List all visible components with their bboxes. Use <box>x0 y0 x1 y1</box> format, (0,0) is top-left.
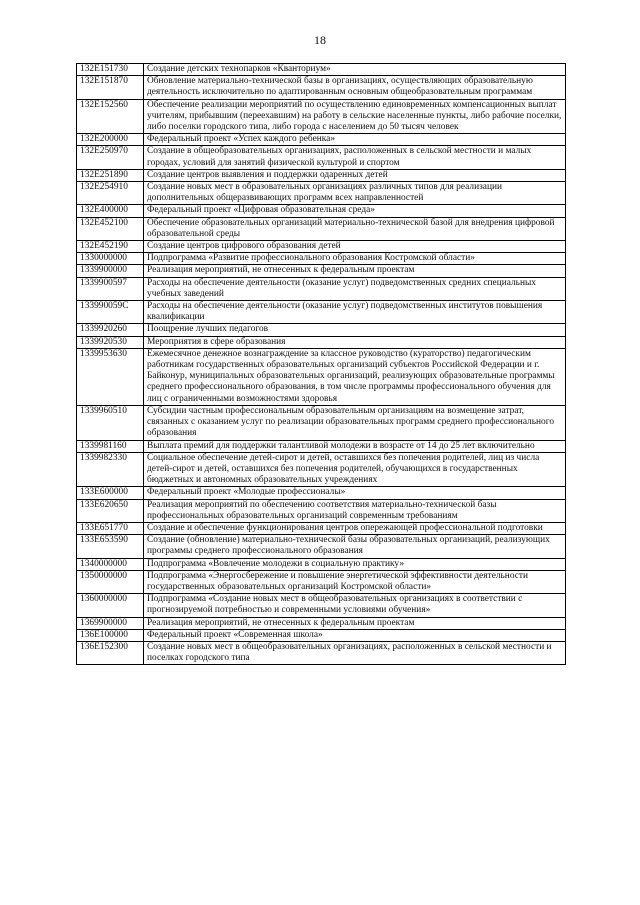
row-code: 132E152560 <box>77 99 144 134</box>
table-row <box>77 217 566 240</box>
row-description: Поощрение лучших педагогов <box>144 324 566 336</box>
row-code: 136E100000 <box>77 629 144 641</box>
table-row <box>77 641 566 664</box>
table-row <box>77 405 566 440</box>
table-row <box>77 76 566 99</box>
row-description: Ежемесячное денежное вознаграждение за классное руководство (кураторство) педагогическим работникам государственных образовательных организаций субъектов Российской Федерации и г. Байконур, муниципальных образовательных организаций, реализующих образовательные программы среднего профессионального образования, в том числе программы профессионального обучения для лиц с ограниченными возможностями здоровья <box>144 348 566 405</box>
row-code: 1339981160 <box>77 440 144 452</box>
table-row <box>77 348 566 405</box>
row-description: Реализация мероприятий, не отнесенных к федеральным проектам <box>144 617 566 629</box>
table-row <box>77 535 566 558</box>
row-code: 133990059C <box>77 301 144 324</box>
row-description: Субсидии частным профессиональным образовательным организациям на возмещение затрат, связанных с оказанием услуг по реализации образовательных программ среднего профессионального образования <box>144 405 566 440</box>
table-row <box>77 205 566 217</box>
budget-codes-table <box>76 63 566 665</box>
table-row <box>77 440 566 452</box>
row-code: 1330000000 <box>77 253 144 265</box>
row-description: Федеральный проект «Молодые профессионалы» <box>144 487 566 499</box>
row-description: Реализация мероприятий, не отнесенных к федеральным проектам <box>144 265 566 277</box>
row-code: 132E452190 <box>77 241 144 253</box>
table-row <box>77 570 566 593</box>
row-code: 132E250970 <box>77 146 144 169</box>
table-row <box>77 452 566 487</box>
row-code: 1339900000 <box>77 265 144 277</box>
row-code: 1339920530 <box>77 336 144 348</box>
row-code: 1350000000 <box>77 570 144 593</box>
row-description: Создание новых мест в общеобразовательных организациях, расположенных в сельской местности и поселках городского типа <box>144 641 566 664</box>
table-row <box>77 146 566 169</box>
row-code: 1339920260 <box>77 324 144 336</box>
table-row <box>77 253 566 265</box>
row-description: Обеспечение образовательных организаций материально-технической базой для внедрения цифровой образовательной среды <box>144 217 566 240</box>
row-description: Создание и обеспечение функционирования центров опережающей профессиональной подготовки <box>144 522 566 534</box>
row-description: Подпрограмма «Развитие профессионального образования Костромской области» <box>144 253 566 265</box>
row-code: 132E452100 <box>77 217 144 240</box>
row-code: 132E151870 <box>77 76 144 99</box>
table-row <box>77 324 566 336</box>
row-code: 132E400000 <box>77 205 144 217</box>
row-description: Обновление материально-технической базы в организациях, осуществляющих образовательную деятельность исключительно по адаптированным основным общеобразовательным программам <box>144 76 566 99</box>
row-code: 1339953630 <box>77 348 144 405</box>
row-description: Создание новых мест в образовательных организациях различных типов для реализации дополнительных общеразвивающих программ всех направленностей <box>144 182 566 205</box>
row-code: 136E152300 <box>77 641 144 664</box>
row-description: Федеральный проект «Успех каждого ребенка» <box>144 134 566 146</box>
row-description: Создание центров выявления и поддержки одаренных детей <box>144 169 566 181</box>
row-code: 1339982330 <box>77 452 144 487</box>
table-row <box>77 558 566 570</box>
row-description: Выплата премий для поддержки талантливой молодежи в возрасте от 14 до 25 лет включительно <box>144 440 566 452</box>
table-row <box>77 64 566 76</box>
table-row <box>77 629 566 641</box>
row-description: Подпрограмма «Создание новых мест в общеобразовательных организациях в соответствии с прогнозируемой потребностью и современными условиями обучения» <box>144 594 566 617</box>
table-row <box>77 301 566 324</box>
row-description: Создание (обновление) материально-технической базы образовательных организаций, реализующих программы среднего профессионального образования <box>144 535 566 558</box>
row-code: 1340000000 <box>77 558 144 570</box>
table-row <box>77 241 566 253</box>
table-row <box>77 499 566 522</box>
table-row <box>77 522 566 534</box>
table-row <box>77 182 566 205</box>
row-description: Федеральный проект «Современная школа» <box>144 629 566 641</box>
row-description: Расходы на обеспечение деятельности (оказание услуг) подведомственных средних специальных учебных заведений <box>144 277 566 300</box>
row-code: 132E151730 <box>77 64 144 76</box>
row-code: 132E254910 <box>77 182 144 205</box>
row-code: 1369900000 <box>77 617 144 629</box>
row-description: Федеральный проект «Цифровая образовательная среда» <box>144 205 566 217</box>
row-code: 133E651770 <box>77 522 144 534</box>
row-description: Социальное обеспечение детей-сирот и детей, оставшихся без попечения родителей, лиц из числа детей-сирот и детей, оставшихся без попечения родителей, обучающихся в государственных бюджетных и автономных образовательных учреждениях <box>144 452 566 487</box>
row-description: Мероприятия в сфере образования <box>144 336 566 348</box>
row-description: Создание центров цифрового образования детей <box>144 241 566 253</box>
table-row <box>77 336 566 348</box>
table-row <box>77 99 566 134</box>
row-description: Реализация мероприятий по обеспечению соответствия материально-технической базы профессиональных образовательных организаций современным требованиям <box>144 499 566 522</box>
row-code: 1360000000 <box>77 594 144 617</box>
page-number: 18 <box>314 33 326 47</box>
row-description: Подпрограмма «Энергосбережение и повышение энергетической эффективности деятельности государственных образовательных организаций Костромской области» <box>144 570 566 593</box>
table-row <box>77 265 566 277</box>
table-row <box>77 594 566 617</box>
table-row <box>77 169 566 181</box>
table-row <box>77 277 566 300</box>
table-row <box>77 134 566 146</box>
row-code: 133E620650 <box>77 499 144 522</box>
table-row <box>77 617 566 629</box>
row-description: Создание в общеобразовательных организациях, расположенных в сельской местности и малых городах, условий для занятий физической культурой и спортом <box>144 146 566 169</box>
row-description: Создание детских технопарков «Кванториум» <box>144 64 566 76</box>
table-row <box>77 487 566 499</box>
row-code: 133E600000 <box>77 487 144 499</box>
row-description: Подпрограмма «Вовлечение молодежи в социальную практику» <box>144 558 566 570</box>
row-code: 132E251890 <box>77 169 144 181</box>
row-code: 133E653590 <box>77 535 144 558</box>
row-code: 132E200000 <box>77 134 144 146</box>
row-code: 1339900597 <box>77 277 144 300</box>
row-code: 1339960510 <box>77 405 144 440</box>
row-description: Обеспечение реализации мероприятий по осуществлению единовременных компенсационных выплат учителям, прибывшим (переехавшим) на работу в сельские населенные пункты, либо рабочие поселки, либо поселки городского типа, либо города с населением до 50 тысяч человек <box>144 99 566 134</box>
row-description: Расходы на обеспечение деятельности (оказание услуг) подведомственных институтов повышения квалификации <box>144 301 566 324</box>
